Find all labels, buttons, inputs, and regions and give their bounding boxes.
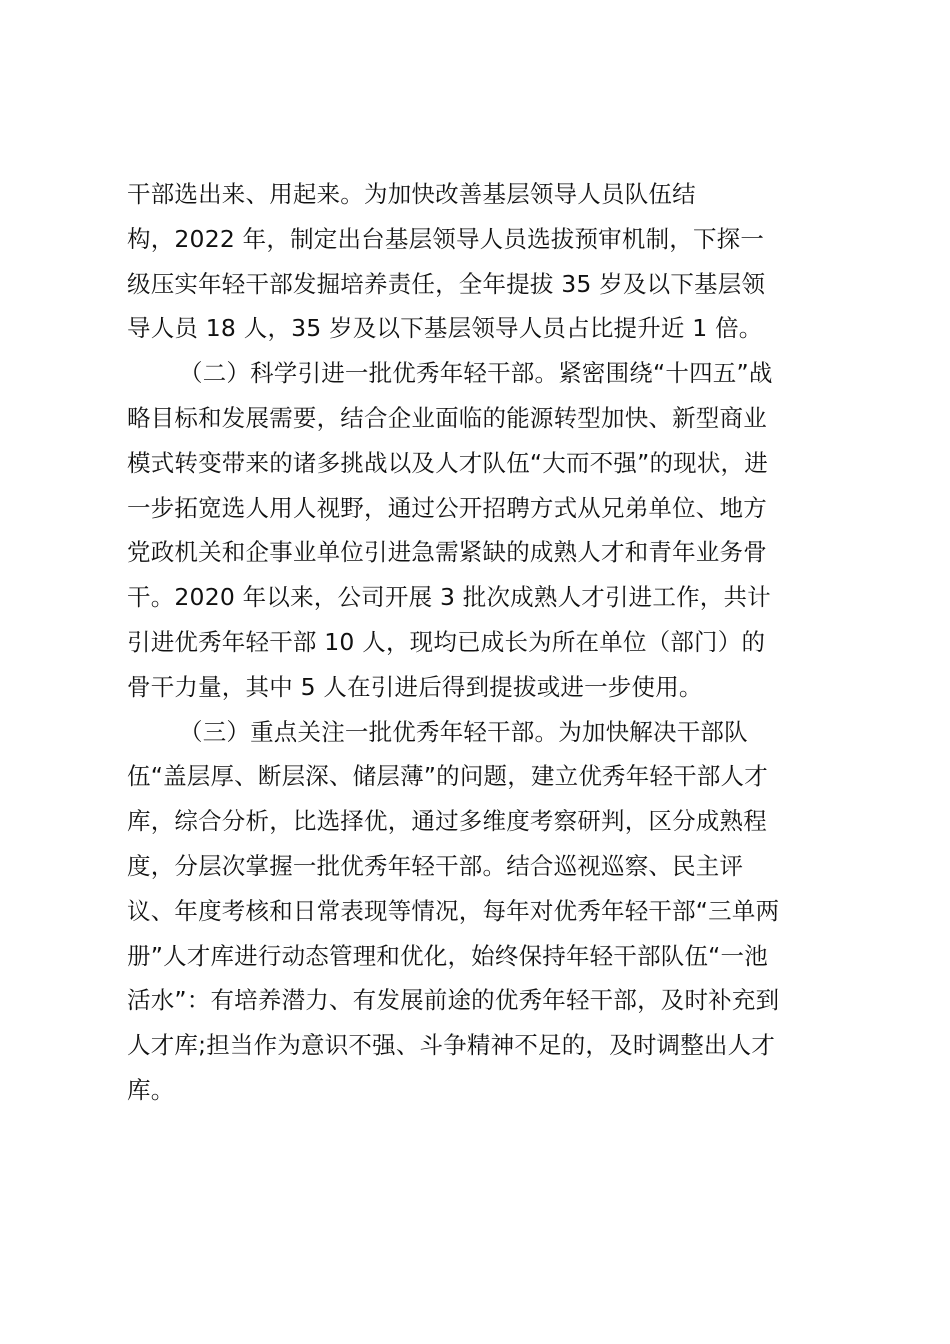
text-line: 一步拓宽选人用人视野，通过公开招聘方式从兄弟单位、地方 — [127, 493, 767, 522]
text-line: 度，分层次掌握一批优秀年轻干部。结合巡视巡察、民主评 — [127, 851, 744, 880]
text-line: 库，综合分析，比选择优，通过多维度考察研判，区分成熟程 — [127, 807, 767, 836]
text-line: 党政机关和企事业单位引进急需紧缺的成熟人才和青年业务骨 — [127, 538, 767, 567]
text-line: 册”人才库进行动态管理和优化，始终保持年轻干部队伍“一池 — [127, 941, 768, 970]
section-heading-line: （二）科学引进一批优秀年轻干部。紧密围绕“十四五”战 — [179, 359, 773, 388]
section-heading-line: （三）重点关注一批优秀年轻干部。为加快解决干部队 — [179, 717, 748, 746]
text-line: 干。2020 年以来，公司开展 3 批次成熟人才引进工作，共计 — [127, 583, 771, 612]
body-text — [127, 172, 837, 1113]
text-line: 议、年度考核和日常表现等情况，每年对优秀年轻干部“三单两 — [127, 896, 780, 925]
text-line: 活水”：有培养潜力、有发展前途的优秀年轻干部，及时补充到 — [127, 986, 780, 1015]
text-line: 库。 — [127, 1075, 175, 1104]
text-line: 人才库;担当作为意识不强、斗争精神不足的，及时调整出人才 — [127, 1031, 776, 1060]
text-line: 引进优秀年轻干部 10 人，现均已成长为所在单位（部门）的 — [127, 627, 766, 656]
text-line: 构，2022 年，制定出台基层领导人员选拔预审机制，下探一 — [127, 224, 765, 253]
text-line: 模式转变带来的诸多挑战以及人才队伍“大而不强”的现状，进 — [127, 448, 768, 477]
text-line: 导人员 18 人，35 岁及以下基层领导人员占比提升近 1 倍。 — [127, 314, 763, 343]
text-line: 略目标和发展需要，结合企业面临的能源转型加快、新型商业 — [127, 403, 767, 432]
text-line: 骨干力量，其中 5 人在引进后得到提拔或进一步使用。 — [127, 672, 703, 701]
text-line: 伍“盖层厚、断层深、储层薄”的问题，建立优秀年轻干部人才 — [127, 762, 768, 791]
text-line: 干部选出来、用起来。为加快改善基层领导人员队伍结 — [127, 180, 696, 208]
text-line: 级压实年轻干部发掘培养责任，全年提拔 35 岁及以下基层领 — [127, 269, 766, 298]
